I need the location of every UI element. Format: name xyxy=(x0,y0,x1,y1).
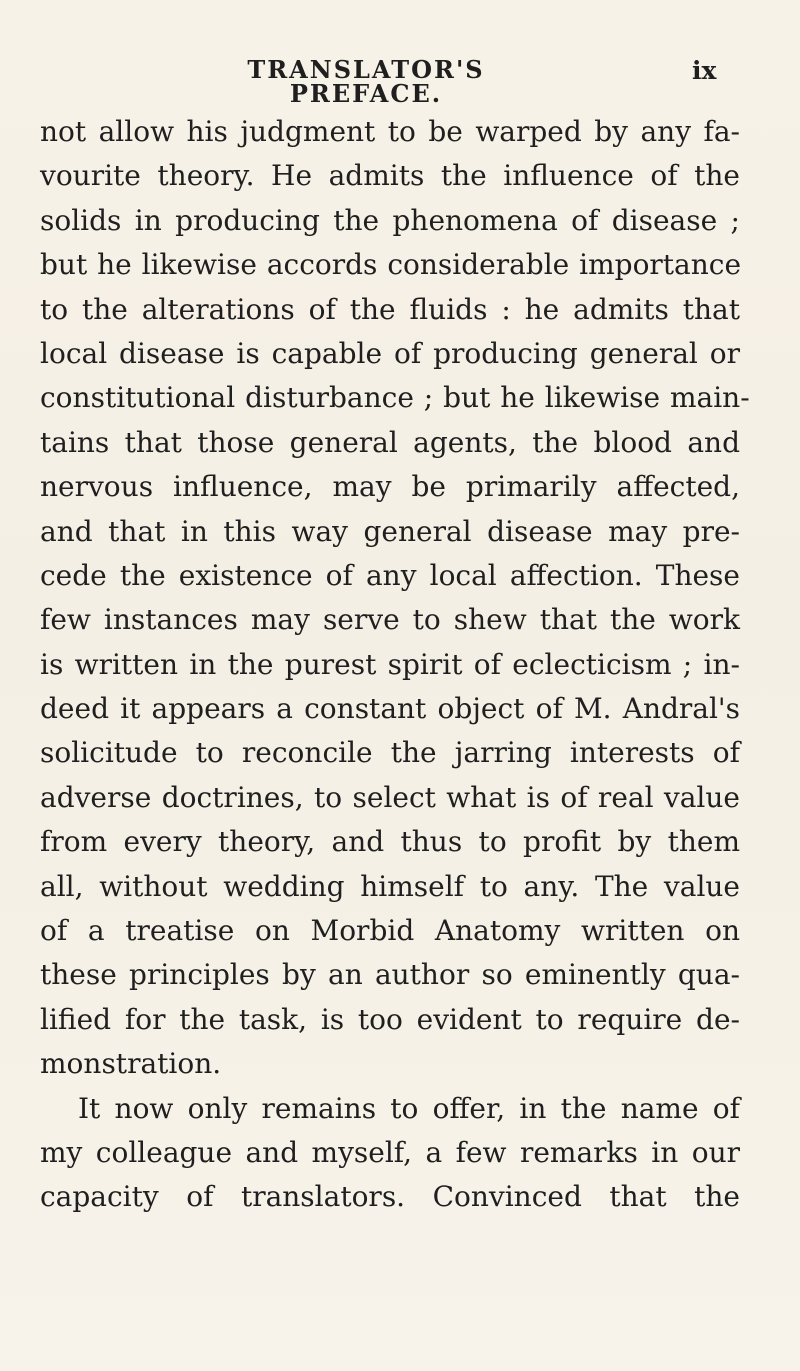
text-line-17: from every theory, and thus to profit by them xyxy=(40,825,740,859)
text-line-24: my colleague and myself, a few remarks in our xyxy=(40,1135,740,1169)
text-line-21: lified for the task, is too evident to require de- xyxy=(40,1002,740,1036)
text-line-5: to the alterations of the fluids : he admits that xyxy=(40,292,740,326)
text-line-13: is written in the purest spirit of eclecticism ; in- xyxy=(40,647,740,681)
text-line-20: these principles by an author so eminently qua- xyxy=(40,958,740,992)
text-line-22: monstration. xyxy=(40,1047,222,1081)
page-header xyxy=(0,55,800,108)
text-line-19: of a treatise on Morbid Anatomy written on xyxy=(40,914,740,948)
page-number: ix xyxy=(692,56,717,85)
text-line-11: cede the existence of any local affection. These xyxy=(40,558,740,592)
text-line-12: few instances may serve to shew that the work xyxy=(40,603,740,637)
running-title: TRANSLATOR'S PREFACE. xyxy=(247,55,485,108)
text-line-25: capacity of translators. Convinced that the xyxy=(40,1180,740,1214)
text-line-16: adverse doctrines, to select what is of real value xyxy=(40,780,740,814)
body-text xyxy=(40,110,750,1220)
text-line-15: solicitude to reconcile the jarring interests of xyxy=(40,736,740,770)
text-line-18: all, without wedding himself to any. The value xyxy=(40,869,740,903)
text-line-9: nervous influence, may be primarily affected, xyxy=(40,470,740,504)
text-line-4: but he likewise accords considerable importance xyxy=(40,248,742,282)
text-line-6: local disease is capable of producing general or xyxy=(40,336,740,370)
text-line-23: It now only remains to offer, in the name of xyxy=(78,1091,740,1125)
text-line-14: deed it appears a constant object of M. Andral's xyxy=(40,692,740,726)
text-line-7: constitutional disturbance ; but he likewise main- xyxy=(40,381,750,415)
text-line-8: tains that those general agents, the blood and xyxy=(40,425,740,459)
text-line-2: vourite theory. He admits the influence of the xyxy=(40,159,740,193)
text-line-3: solids in producing the phenomena of disease ; xyxy=(40,203,740,237)
text-line-10: and that in this way general disease may pre- xyxy=(40,514,740,548)
text-line-1: not allow his judgment to be warped by any fa- xyxy=(40,115,740,148)
